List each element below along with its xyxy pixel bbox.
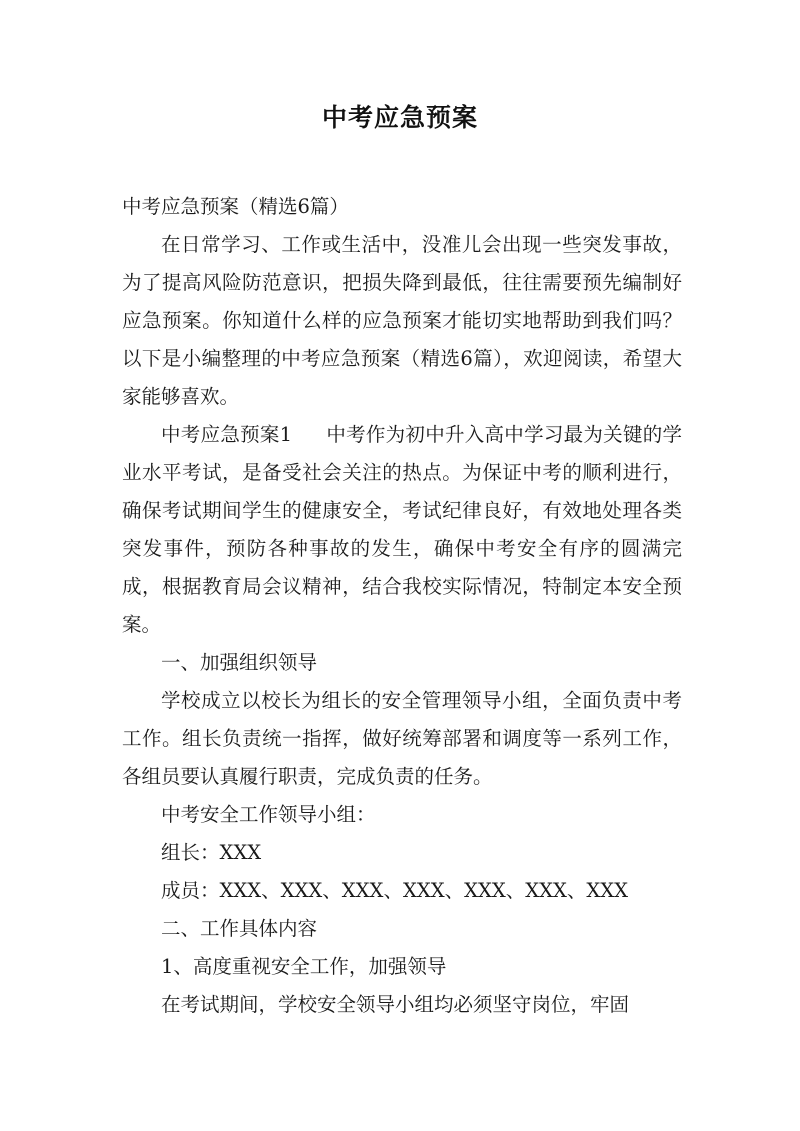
group-title: 中考安全工作领导小组： bbox=[161, 803, 376, 826]
part1-heading: 一、加强组织领导 bbox=[161, 651, 318, 674]
section1-paragraph bbox=[122, 416, 682, 644]
section1-text: 中考作为初中升入高中学习最为关键的学业水平考试，是备受社会关注的热点。为保证中考的顺利进行，确保考试期间学生的健康安全，考试纪律良好，有效地处理各类突发事件，预防各种事故的发生，确保中考安全有序的圆满完成，根据教育局会议精神，结合我校实际情况，特制定本安全预案。 bbox=[122, 423, 682, 636]
item1-paragraph: 在考试期间，学校安全领导小组均必须坚守岗位，牢固 bbox=[161, 993, 630, 1016]
document-title: 中考应急预案 bbox=[321, 103, 478, 132]
item1-heading: 1、高度重视安全工作，加强领导 bbox=[161, 955, 447, 978]
group-members: 成员：XXX、XXX、XXX、XXX、XXX、XXX、XXX bbox=[161, 879, 629, 902]
part1-paragraph: 学校成立以校长为组长的安全管理领导小组，全面负责中考工作。组长负责统一指挥，做好统筹部署和调度等一系列工作，各组员要认真履行职责，完成负责的任务。 bbox=[122, 689, 682, 788]
part2-heading: 二、工作具体内容 bbox=[161, 917, 318, 940]
document-subtitle: 中考应急预案（精选6篇） bbox=[122, 195, 349, 218]
document-body bbox=[122, 188, 682, 1024]
intro-paragraph: 在日常学习、工作或生活中，没准儿会出现一些突发事故，为了提高风险防范意识，把损失降到最低，往往需要预先编制好应急预案。你知道什么样的应急预案才能切实地帮助到我们吗？以下是小编整理的中考应急预案（精选6篇），欢迎阅读，希望大家能够喜欢。 bbox=[122, 233, 682, 408]
section1-heading: 中考应急预案1 bbox=[161, 423, 293, 446]
group-leader: 组长：XXX bbox=[161, 841, 262, 864]
